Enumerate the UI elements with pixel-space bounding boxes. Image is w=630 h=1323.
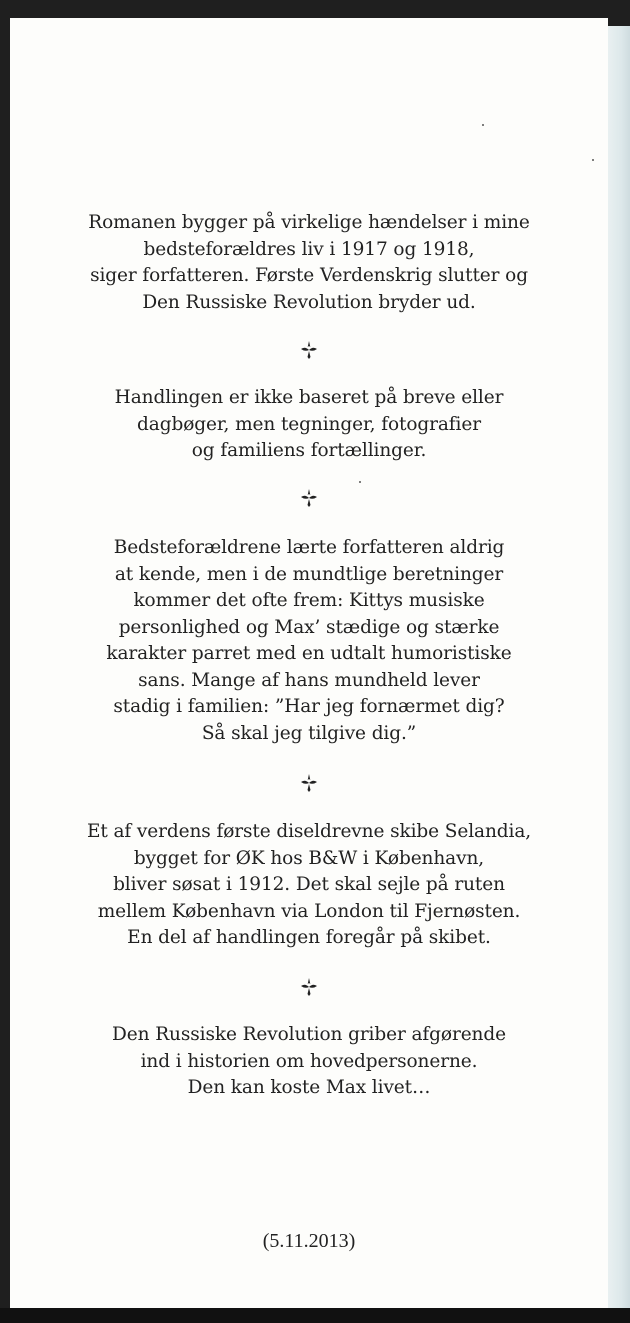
- text-line: Bedsteforældrene lærte forfatteren aldrig: [113, 537, 505, 558]
- text-line: Et af verdens første diseldrevne skibe Selandia,: [86, 821, 532, 842]
- text-line: karakter parret med en udtalt humoristiske: [106, 643, 512, 664]
- text-line: sans. Mange af hans mundheld lever: [138, 669, 480, 691]
- text-line: personlighed og Max’ stædige og stærke: [118, 616, 500, 638]
- text-line: siger forfatteren. Første Verdenskrig slutter og: [90, 265, 528, 286]
- text-line: Den kan koste Max livet…: [187, 1077, 431, 1098]
- text-line: at kende, men i de mundtlige beretninger: [114, 563, 504, 585]
- paper-speck: [482, 124, 484, 126]
- paper-speck: [592, 159, 594, 161]
- page-edge: [608, 26, 630, 1308]
- fleuron-icon: [10, 977, 608, 997]
- text-line: Handlingen er ikke baseret på breve eller: [114, 387, 504, 408]
- fleuron-icon: [10, 773, 608, 793]
- paragraph-4: [10, 819, 608, 952]
- paragraph-5: [10, 1022, 608, 1102]
- text-line: bedsteforældres liv i 1917 og 1918,: [143, 238, 475, 260]
- text-line: Den Russiske Revolution griber afgørende: [112, 1024, 506, 1045]
- text-line: En del af handlingen foregår på skibet.: [127, 927, 491, 948]
- text-line: kommer det ofte frem: Kittys musiske: [133, 590, 485, 611]
- text-line: ind i historien om hovedpersonerne.: [140, 1050, 478, 1072]
- paper-speck: [359, 481, 361, 483]
- text-line: Romanen bygger på virkelige hændelser i mine: [88, 212, 530, 233]
- publication-date: (5.11.2013): [262, 1230, 356, 1252]
- text-line: Så skal jeg tilgive dig.”: [201, 722, 417, 744]
- fleuron-icon: [10, 340, 608, 360]
- paragraph-1: [10, 210, 608, 316]
- text-line: dagbøger, men tegninger, fotografier: [137, 413, 481, 435]
- text-line: stadig i familien: ”Har jeg fornærmet dig?: [113, 696, 505, 717]
- text-line: bliver søsat i 1912. Det skal sejle på ruten: [113, 874, 505, 895]
- text-line: Den Russiske Revolution bryder ud.: [142, 291, 476, 313]
- text-line: og familiens fortællinger.: [191, 440, 427, 461]
- paragraph-3: [10, 535, 608, 747]
- text-line: mellem København via London til Fjernøsten.: [97, 900, 521, 922]
- book-back-cover: [10, 18, 608, 1308]
- fleuron-icon: [10, 488, 608, 508]
- paragraph-2: [10, 385, 608, 465]
- text-line: bygget for ØK hos B&W i København,: [133, 847, 485, 869]
- scan-border: [0, 1308, 630, 1323]
